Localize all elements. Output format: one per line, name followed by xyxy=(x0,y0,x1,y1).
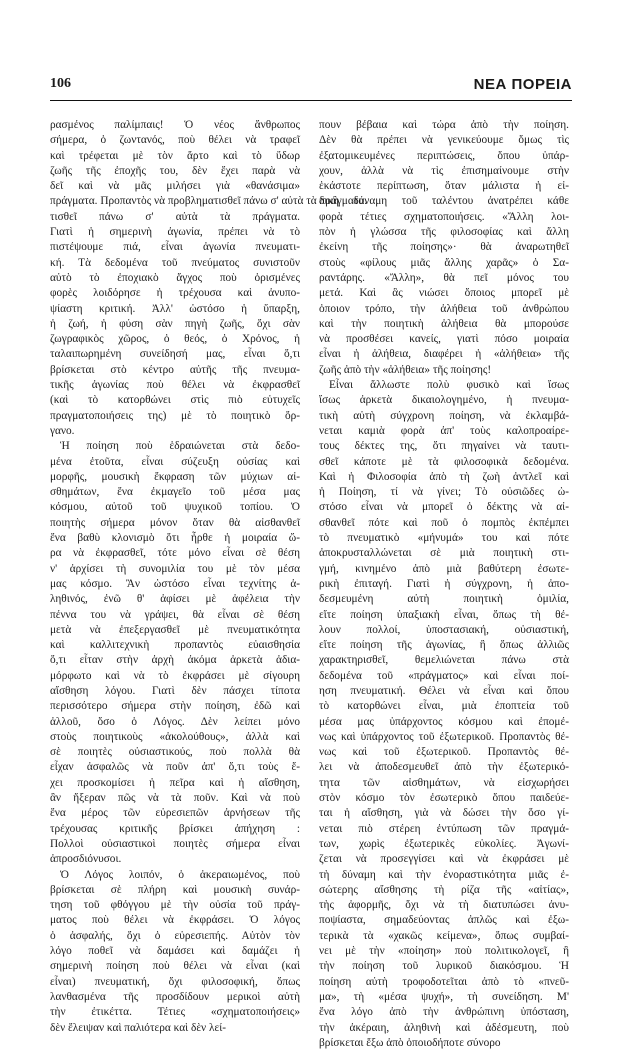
text-line: νεται καμιὰ φορὰ ἀπ' τοὺς καλοπροαίρε- xyxy=(319,424,569,437)
text-line: τισθεῖ πάνω σ' αὐτὰ τὰ πράγματα. xyxy=(50,210,300,223)
text-line: σημερινὴ ποίηση ποὺ θέλει νὰ εἶναι (καὶ xyxy=(50,960,300,973)
text-line: Πολλοὶ οὐσιαστικοὶ ποιητὲς σήμερα εἶναι xyxy=(50,837,300,850)
text-line: τὴν ἀκέραιη, ἀληθινὴ καὶ ἀδέσμευτη, ποὺ xyxy=(319,1021,569,1034)
text-line: μετὰ νὰ ἐπεξεργασθεῖ μὲ πνευματικότητα xyxy=(50,623,300,636)
text-line: νεται πιὸ στέρεη ἐντύπωση τῶν πραγμά- xyxy=(319,822,569,835)
text-line: ζωῆς τῆς ἐποχῆς του, δὲν ἔχει παρὰ νὰ xyxy=(50,164,300,177)
text-line: πέννα του νὰ γράψει, θὰ εἶναι σὲ θέση xyxy=(50,608,300,621)
text-line: καὶ καλλιτεχνικὴ προπαντὸς εὐαισθησία xyxy=(50,639,300,652)
text-line: ἀποκρυσταλλώνεται σὲ μιὰ ποιητικὴ στι- xyxy=(319,547,569,560)
text-line: τικὴ αὐτὴ σύγχρονη ποίηση, νὰ ἐκλαμβά- xyxy=(319,409,569,422)
paragraph xyxy=(319,118,569,378)
text-line: χαρακτηρισθεῖ, θεμελιώνεται πάνω στὰ xyxy=(319,654,569,667)
text-line: αἴσθηση λόγου. Γιατὶ δὲν πάσχει τίποτα xyxy=(50,684,300,697)
text-line: τητα τῶν αἰσθημάτων, νὰ εἰσχωρήσει xyxy=(319,776,569,789)
text-line: μένα ἐτοῦτα, εἶναι σύζευξη οὐσίας καὶ xyxy=(50,455,300,468)
text-line: (καὶ τὸ κατορθώνει στὶς πιὸ εὐτυχεῖς xyxy=(50,394,300,407)
text-line: εἴτε ποίηση τῆς ἀγωνίας, ἢ ὅπως ἀλλιῶς xyxy=(319,639,569,652)
right-column xyxy=(319,118,569,1051)
text-line: ται ἡ αἴσθηση, γιὰ νὰ δώσει τὴν ὅσο γί- xyxy=(319,807,569,820)
text-line: νως καὶ ὑπάρχοντος τοῦ ἐξωτερικοῦ. Προπαντὸς θέ- xyxy=(319,730,569,743)
text-line: στοὺς «φίλους μιᾶς ἄλλης χαρᾶς» ὁ Σα- xyxy=(319,256,569,269)
text-line: μα», τὴ «μέσα ψυχή», τὴ συνείδηση. Μ' xyxy=(319,990,569,1003)
text-line: γμή, κινημένο ἀπὸ μιὰ βαθύτερη ἐσωτε- xyxy=(319,562,569,575)
text-line: δικὴ δύναμη τοῦ ταλέντου ἀνατρέπει κάθε xyxy=(319,195,569,208)
text-line: χει προσκομίσει ἡ πεῖρα καὶ ἡ αἴσθηση, xyxy=(50,776,300,789)
text-line: εἶναι) πνευματική, ὄχι φιλοσοφική, ὅπως xyxy=(50,975,300,988)
text-line: τερικὰ τὰ «χακῶς κείμενα», ὅπως συμβαί- xyxy=(319,929,569,942)
header-rule xyxy=(50,100,572,101)
text-line: ζεται νὰ προσεγγίσει καὶ νὰ ἐκφράσει μὲ xyxy=(319,853,569,866)
text-line: κή. Τὰ δεδομένα τοῦ πνεύματος συνιστοῦν xyxy=(50,256,300,269)
text-line: ἕνα μέρος τῶν εὐρεσιεπῶν ἀρνήσεων τῆς xyxy=(50,807,300,820)
text-line: ἕνα βαθὺ κλονισμὸ ὅτι ἦρθε ἡ μοιραία ὥ- xyxy=(50,532,300,545)
text-line: ν' ἀρχίσει τὴ συνομιλία του μὲ τὸν μέσα xyxy=(50,562,300,575)
text-line: βρίσκεται σὲ πλήρη καὶ μουσικὴ συνάρ- xyxy=(50,883,300,896)
text-line: καὶ τρέφεται μὲ τὸν ἄρτο καὶ τὸ ὕδωρ xyxy=(50,149,300,162)
text-line: ἀπροσδιόνυσοι. xyxy=(50,853,122,866)
text-line: Ἡ ποίηση ποὺ ἑδραιώνεται στὰ δεδο- xyxy=(60,440,300,453)
text-line: ραντάρης. «Ἄλλη», θὰ πεῖ μόνος του xyxy=(319,271,569,284)
text-line: ἑκάστοτε περίπτωση, ὅταν μάλιστα ἡ εἰ- xyxy=(319,180,569,193)
running-title: ΝΕΑ ΠΟΡΕΙΑ xyxy=(473,76,572,93)
text-line: ἡ ζωή, ἡ φύση σὰν πηγὴ ζωῆς, ὄχι σὰν xyxy=(50,317,300,330)
paragraph xyxy=(50,439,300,867)
text-line: ἀλλοῦ, ὅσο ὁ Λόγος. Δὲν λείπει μόνο xyxy=(50,715,300,728)
text-line: δεσμευμένη αὐτὴ ποιητικὴ ὁμιλία, xyxy=(319,593,569,606)
text-line: καὶ τὴν ποιητικὴ ἀλήθεια θὰ μπορούσε xyxy=(319,317,569,330)
text-line: περισσότερο σήμερα στὴν ποίηση, ἐδῶ καὶ xyxy=(50,700,300,713)
text-line: εἶναι ἡ ἀλήθεια, διαφέρει ἡ «ἀλήθεια» τῆς xyxy=(319,348,569,361)
text-line: ρασμένος παλίμπαις! Ὁ νέος ἄνθρωπος xyxy=(50,119,300,131)
text-line: Καὶ ἡ Φιλοσοφία ἀπὸ τὴ ζωὴ ἀντλεῖ καὶ xyxy=(319,470,569,483)
text-line: ὅ,τι εἶταν στὴν ἀρχὴ ἀκόμα ἀρκετὰ ἀδια- xyxy=(50,654,300,667)
text-line: ρικὴ ἐπιταγή. Γιατὶ ἡ σύγχρονη, ἡ ἀπο- xyxy=(319,577,569,590)
text-line: σήμερα, ὁ ζωντανός, ποὺ θέλει νὰ τραφεῖ xyxy=(50,134,300,147)
text-line: χουν, ἀλλὰ νὰ τὶς ἐπισημαίνουμε στὴν xyxy=(319,164,569,177)
text-line: τὴς ἀφορμῆς, ὄχι νὰ τὴ διατυπώσει ἀνυ- xyxy=(319,899,569,912)
text-line: ζωῆς ἀπὸ τὴν «ἀλήθεια» τῆς ποίησης! xyxy=(319,363,492,376)
page-number: 106 xyxy=(50,76,71,91)
text-line: κόσμου, αὐτοῦ τοῦ ψυχικοῦ τοπίου. Ὁ xyxy=(50,501,300,514)
text-line: ποψίαστα, σημαδεύοντας ἁπλῶς καὶ ἐξω- xyxy=(319,914,569,927)
text-line: τους δέκτες της, ὅτι πηγαίνει νὰ ταυτι- xyxy=(319,440,569,453)
text-line: σθημάτων, ἕνα ἐκμαγεῖο τοῦ μέσα μας xyxy=(50,486,300,499)
text-line: ποιητὴς σήμερα μόνον ὅταν θὰ αἰσθανθεῖ xyxy=(50,516,300,529)
text-line: τηση τοῦ φθόγγου μὲ τὴν οὐσία τοῦ πράγ- xyxy=(50,899,300,912)
text-line: τὸ κατορθώνει εἶναι, μιὰ ἐποπτεία τοῦ xyxy=(319,700,569,713)
text-line: γανο. xyxy=(50,424,75,437)
text-line: δεῖ καὶ νὰ μᾶς μιλήσει γιὰ «θανάσιμα» xyxy=(50,180,300,193)
text-line: μορφῆς, μουσικὴ ἔκφραση τῶν μύχιων αἰ- xyxy=(50,470,300,483)
text-line: μετά. Καὶ ἂς νιώσει ὅποιος μπορεῖ μὲ xyxy=(319,287,569,300)
text-line: ταλαιπωρημένη συνείδησή μας, εἶναι ὅ,τι xyxy=(50,348,300,361)
text-line: νει μὲ τὴν «ποίηση» ποὺ πολιτικολογεῖ, ἢ xyxy=(319,945,569,958)
text-line: βρίσκεται ἔξω ἀπὸ ὁποιοδήποτε σύνορο xyxy=(319,1036,501,1049)
text-line: δὲν ἔλειψαν καὶ παλιότερα καὶ δὲν λεί- xyxy=(50,1021,227,1034)
paragraph xyxy=(319,378,569,1051)
text-line: Εἶναι ἄλλωστε πολὺ φυσικὸ καὶ ἴσως xyxy=(329,379,569,392)
text-line: ματος ποὺ θέλει νὰ ἐκφράσει. Ὁ λόγος xyxy=(50,914,300,927)
text-line: στὸν κόσμο τὸν ἐσωτερικὸ ὅπου παιδεύε- xyxy=(319,792,569,805)
text-line: εἴτε ποίηση ὑπαξιακὴ εἶναι, ὅπως τὴ θέ- xyxy=(319,608,569,621)
text-line: αὐτὸ τὸ ἐποχιακὸ ἄγχος ποὺ ὁρισμένες xyxy=(50,271,300,284)
text-line: σθεῖ κάποτε μὲ τὰ φιλοσοφικὰ δεδομένα. xyxy=(319,455,569,468)
text-line: πὸν ἡ γλώσσα τῆς φιλοσοφίας καὶ ἄλλη xyxy=(319,226,569,239)
text-line: ζωγραφικὸς χῶρος, ὁ θεός, ὁ Χρόνος, ἡ xyxy=(50,333,300,346)
text-line: τικῆς ἀγωνίας ποὺ θέλει νὰ ἐκφρασθεῖ xyxy=(50,379,300,392)
text-line: σὲ ποιητὲς οὐσιαστικούς, ποὺ πολλὰ θὰ xyxy=(50,746,300,759)
text-line: τὸ πνευματικὸ «μήνυμά» του καὶ πότε xyxy=(319,532,569,545)
text-line: λουν πολλοί, ὑποστασιακή, οὐσιαστική, xyxy=(319,623,569,636)
text-line: ἴσως ἀρκετὰ δικαιολογημένο, ἡ πνευμα- xyxy=(319,394,569,407)
text-line: πραγματοποιήσεις της) μὲ τὸ ποιητικὸ ὄρ- xyxy=(50,409,300,422)
text-line: στόσο εἶναι νὰ μπορεῖ ὁ δέκτης νὰ αἰ- xyxy=(319,501,569,514)
paragraph xyxy=(50,868,300,1036)
text-line: μας κόσμο. Ἂν ὡστόσο εἶναι τεχνίτης ἀ- xyxy=(50,577,300,590)
text-line: ἡ Ποίηση, τί νὰ γίνει; Τὸ οὐσιῶδες ὡ- xyxy=(319,486,569,499)
text-line: Γιατὶ ἡ σημερινὴ ἀγωνία, πρέπει νὰ τὸ xyxy=(50,226,300,239)
text-line: ἐξατομικευμένες περιπτώσεις, ὅπου ὑπάρ- xyxy=(319,149,569,162)
text-line: νὰ προσθέσει κανείς, γιατὶ πόσο μοιραία xyxy=(319,333,569,346)
text-line: εἶχαν ἀσφαλῶς νὰ ποῦν ἀπ' ὅ,τι τοὺς ἔ- xyxy=(50,761,300,774)
text-line: πράγματα. Προπαντὸς νὰ προβληματισθεῖ πάνω σ' αὐτὰ τὰ πράγματα. xyxy=(50,195,368,208)
page-header xyxy=(50,76,572,96)
text-line: λανθασμένα τῆς προσδίδουν μερικοὶ αὐτὴ xyxy=(50,990,300,1003)
paragraph xyxy=(50,118,368,439)
text-line: ρα νὰ ἐκφρασθεῖ, τότε μόνο εἶναι σὲ θέση xyxy=(50,547,300,560)
text-line: φορὲς λοιδόρησε ἡ τρέχουσα καὶ ἀνυπο- xyxy=(50,287,300,300)
text-line: λόγο ποθεῖ νὰ δαμάσει καὶ δαμάζει ἡ xyxy=(50,945,300,958)
text-line: ἐκείνη τῆς ποίησης»· θὰ ἀναρωτηθεῖ xyxy=(319,241,569,254)
text-line: ποίηση αὐτὴ τροφοδοτεῖται ἀπὸ τὸ «πνεῦ- xyxy=(319,975,569,988)
text-line: σθανθεῖ πότε καὶ ποῦ ὁ πομπὸς ἐκπέμπει xyxy=(319,516,569,529)
text-line: πιστέψουμε πιά, εἶναι ἀγωνία πνευματι- xyxy=(50,241,300,254)
text-line: πουν βέβαια καὶ τώρα ἀπὸ τὴν ποίηση. xyxy=(319,119,569,131)
text-line: ληθινός, ἐνῶ θ' ἀφίσει μὲ ἀφέλεια τὴν xyxy=(50,593,300,606)
text-line: ηση πνευματική. Θέλει νὰ εἶναι καὶ ὅπου xyxy=(319,684,569,697)
text-line: ὁ ἀσφαλής, ὄχι ὁ εὐρεσιεπής. Αὐτὸν τὸν xyxy=(50,929,300,942)
text-line: ψίαστη κριτική. Ἀλλ' ὡστόσο ἡ ὕπαρξη, xyxy=(50,302,300,315)
text-line: των, χωρὶς ἐξωτερικὲς εὐκολίες. Ἀγωνί- xyxy=(319,837,569,850)
text-line: βρίσκεται στὸ κέντρο αὐτῆς τῆς πνευμα- xyxy=(50,363,300,376)
text-line: Δὲν θὰ πρέπει νὰ γενικεύουμε ὅμως τὶς xyxy=(319,134,569,147)
text-line: τὴν ἐτικέττα. Τέτιες «σχηματοποιήσεις» xyxy=(50,1006,300,1019)
left-column xyxy=(50,118,368,1036)
text-line: τὴν ποίηση τοῦ λυρικοῦ διακόσμου. Ἡ xyxy=(319,960,569,973)
text-line: σώτερης αἴσθησης τὴ ρίζα τῆς «αἰτίας», xyxy=(319,883,569,896)
text-line: Ὁ Λόγος λοιπόν, ὁ ἀκεραιωμένος, ποὺ xyxy=(60,868,300,881)
text-line: τὴ δύναμη καὶ τὴν ἐνοραστικότητα μιᾶς ἐ- xyxy=(319,868,569,881)
text-line: ὁποιον τρόπο, τὴν ἀλήθεια τοῦ ἀνθρώπου xyxy=(319,302,569,315)
text-line: δεδομένα τοῦ «πράγματος» καὶ εἶναι ποί- xyxy=(319,669,569,682)
text-line: στοὺς ποιητικοὺς «ἀκολούθους», ἀλλὰ καὶ xyxy=(50,730,300,743)
text-line: νως καὶ τοῦ ἐξωτερικοῦ. Προπαντὸς θέ- xyxy=(319,746,569,759)
text-line: τρέχουσας κριτικῆς βρίσκει ἀπήχηση : xyxy=(50,822,300,835)
text-line: μέσα μας ὑπάρχοντος κόσμου καὶ ἐπομέ- xyxy=(319,715,569,728)
text-line: ἕνα λόγο ἀπὸ τὴν ἀνθρώπινη ὑπόσταση, xyxy=(319,1006,569,1019)
text-line: λει νὰ ἀποδεσμευθεῖ ἀπὸ τὴν ἐξωτερικό- xyxy=(319,761,569,774)
text-line: ἂν ἤξεραν πῶς νὰ τὰ ποῦν. Καὶ νὰ ποὺ xyxy=(50,792,300,805)
text-line: μόρφωτο καὶ νὰ τὸ ἐκφράσει μὲ σίγουρη xyxy=(50,669,300,682)
text-line: φορὰ τέτιες σχηματοποιήσεις. «Ἄλλη λοι- xyxy=(319,210,569,223)
